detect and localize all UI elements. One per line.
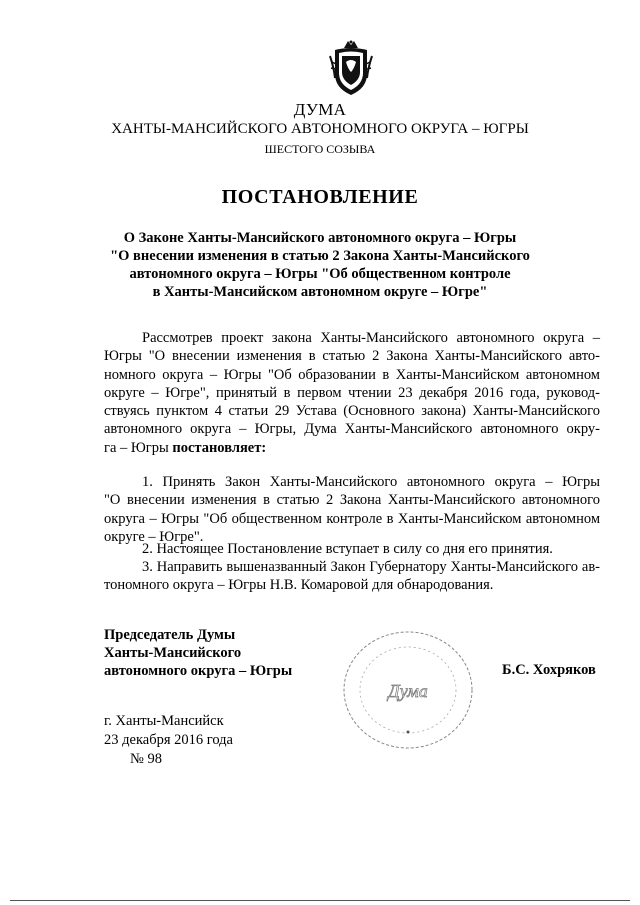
page-bottom-rule xyxy=(10,900,630,901)
resolution-item-2 xyxy=(104,540,600,558)
resolution-item-3 xyxy=(104,558,600,595)
subject-line: "О внесении изменения в статью 2 Закона Ханты-Мансийского xyxy=(110,248,530,264)
coat-of-arms-emblem xyxy=(326,38,376,98)
item-line: округа – Югры "Об общественном контроле в Ханты-Мансийском автономном xyxy=(104,510,600,527)
stamp-label: Дума xyxy=(388,681,428,701)
resolution-verb: постановляет: xyxy=(172,439,267,456)
preamble-line: автономного округа – Югры, Дума Ханты-Мансийского автономного окру- xyxy=(104,421,600,438)
signatory-name: Б.С. Хохряков xyxy=(502,662,596,678)
org-name: ДУМА xyxy=(293,100,347,119)
item-line: округе – Югре". xyxy=(104,528,204,545)
preamble-line: га – Югры xyxy=(104,439,169,456)
preamble-line: номного округа – Югры "Об образовании в Ханты-Мансийском автономном xyxy=(104,366,600,383)
preamble-line: ствуясь пунктом 4 статьи 29 Устава (Основного закона) Ханты-Мансийского xyxy=(104,403,600,420)
document-date: 23 декабря 2016 года xyxy=(104,732,233,748)
item-line: 2. Настоящее Постановление вступает в силу со дня его принятия. xyxy=(142,541,553,557)
place-of-signing: г. Ханты-Мансийск xyxy=(104,713,224,729)
item-line: "О внесении изменения в статью 2 Закона Ханты-Мансийского автономного xyxy=(104,492,600,509)
resolution-item-1 xyxy=(104,473,600,546)
preamble-paragraph xyxy=(104,329,600,457)
convocation: ШЕСТОГО СОЗЫВА xyxy=(264,142,376,156)
official-stamp xyxy=(340,628,476,752)
subject-line: автономного округа – Югры "Об общественном контроле xyxy=(129,266,511,282)
subject-line: в Ханты-Мансийском автономном округе – Югре" xyxy=(152,284,488,300)
item-line: 1. Принять Закон Ханты-Мансийского автономного округа – Югры xyxy=(142,474,600,490)
position-line: Ханты-Мансийского xyxy=(104,645,242,661)
item-line: тономного округа – Югры Н.В. Комаровой для обнародования. xyxy=(104,577,494,594)
document-number: № 98 xyxy=(130,751,162,767)
document-type-title: ПОСТАНОВЛЕНИЕ xyxy=(221,186,419,208)
position-line: автономного округа – Югры xyxy=(104,663,293,679)
document-footer xyxy=(104,712,233,769)
preamble-line: округе – Югре", принятый в первом чтении 23 декабря 2016 года, руковод- xyxy=(104,384,600,401)
position-line: Председатель Думы xyxy=(104,627,236,643)
signatory-position xyxy=(104,626,292,680)
document-subject xyxy=(90,229,550,301)
preamble-line: Рассмотрев проект закона Ханты-Мансийского автономного округа – xyxy=(142,330,600,346)
preamble-line: Югры "О внесении изменения в статью 2 Закона Ханты-Мансийского авто- xyxy=(104,348,600,365)
item-line: 3. Направить вышеназванный Закон Губернатору Ханты-Мансийского ав- xyxy=(142,559,600,575)
region-name: ХАНТЫ-МАНСИЙСКОГО АВТОНОМНОГО ОКРУГА – ЮГРЫ xyxy=(111,121,529,137)
subject-line: О Законе Ханты-Мансийского автономного округа – Югры xyxy=(123,230,517,246)
